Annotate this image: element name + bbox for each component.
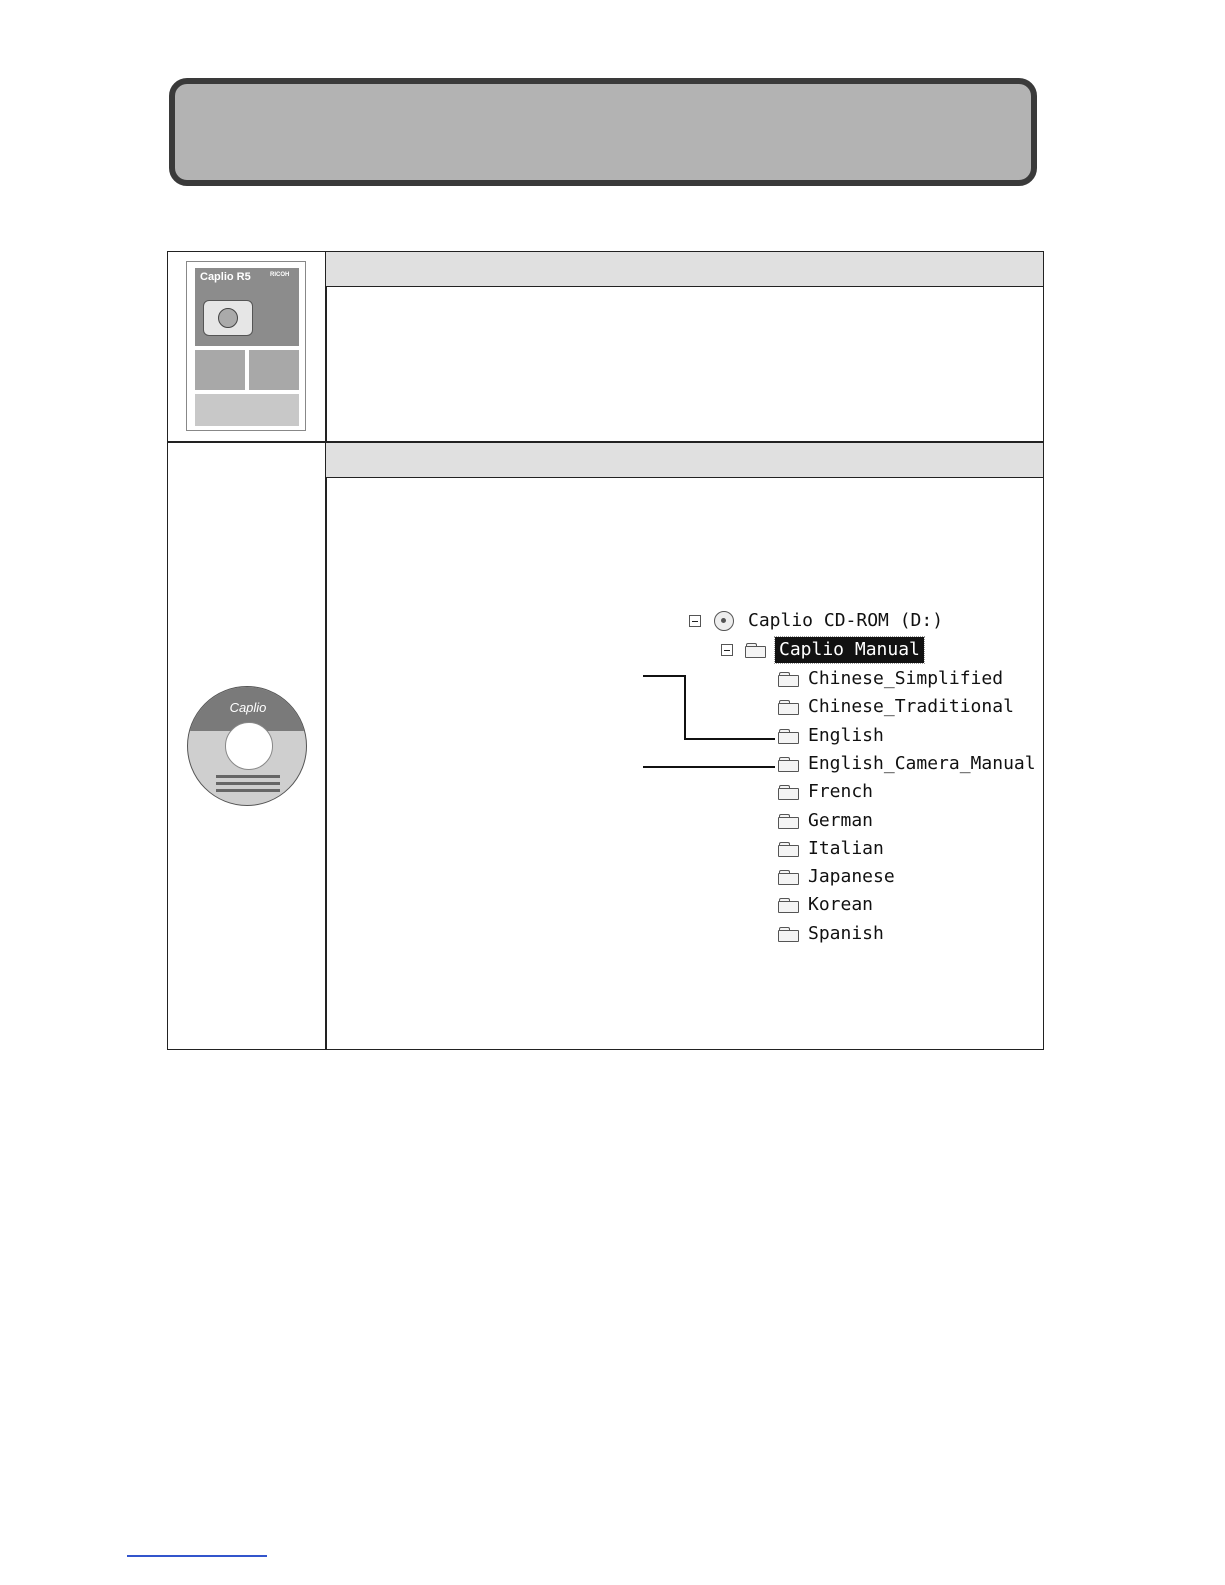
callout-line-english: [684, 738, 775, 740]
title-banner: [169, 78, 1037, 186]
tree-language-label: Italian: [808, 837, 884, 859]
folder-icon: [778, 785, 800, 800]
booklet-maker: RICOH: [270, 272, 290, 278]
cd-label-line: [216, 789, 280, 792]
cd-rom-icon: [714, 611, 734, 631]
tree-language-label: German: [808, 809, 874, 831]
booklet-panel: [195, 394, 299, 426]
folder-icon: [778, 814, 800, 829]
tree-language-label: English: [808, 724, 884, 746]
minus-box-icon[interactable]: [689, 615, 701, 627]
cdrom-section-header: [326, 443, 1043, 478]
caplio-cd-image: [187, 686, 307, 806]
booklet-panel: [249, 350, 299, 390]
cd-label-line: [216, 775, 280, 778]
camera-lens-icon: [218, 308, 238, 328]
tree-language-label: Chinese_Traditional: [808, 696, 1014, 718]
tree-language-label: Japanese: [808, 866, 895, 888]
footer-rule: [127, 1555, 267, 1557]
tree-root-label: Caplio CD-ROM (D:): [748, 610, 944, 631]
cd-hole: [225, 722, 273, 770]
callout-line-camera-manual: [643, 766, 775, 768]
folder-icon: [778, 729, 800, 744]
folder-icon: [778, 898, 800, 913]
minus-box-icon[interactable]: [721, 644, 733, 656]
callout-line-english: [684, 675, 686, 740]
folder-icon: [778, 672, 800, 687]
tree-language-label: English_Camera_Manual: [808, 752, 1036, 774]
tree-folder-label: Caplio Manual: [775, 637, 924, 663]
booklet-panel: [195, 350, 245, 390]
tree-language-label: Chinese_Simplified: [808, 668, 1004, 689]
tree-language-label: Korean: [808, 894, 874, 916]
tree-language-label: French: [808, 781, 874, 803]
cd-label-line: [216, 782, 280, 785]
callout-line-english: [643, 675, 686, 677]
camera-user-guide-image: [186, 261, 306, 431]
folder-icon: [778, 757, 800, 772]
cd-brand: Caplio: [229, 700, 267, 715]
folder-icon: [778, 870, 800, 885]
booklet-section-header: [326, 252, 1043, 287]
booklet-brand: Caplio R5: [200, 271, 251, 283]
column-divider: [325, 252, 327, 1049]
folder-icon: [778, 700, 800, 715]
folder-icon: [778, 842, 800, 857]
folder-icon: [778, 927, 800, 942]
folder-icon: [745, 643, 767, 658]
tree-language-label: Spanish: [808, 922, 884, 944]
